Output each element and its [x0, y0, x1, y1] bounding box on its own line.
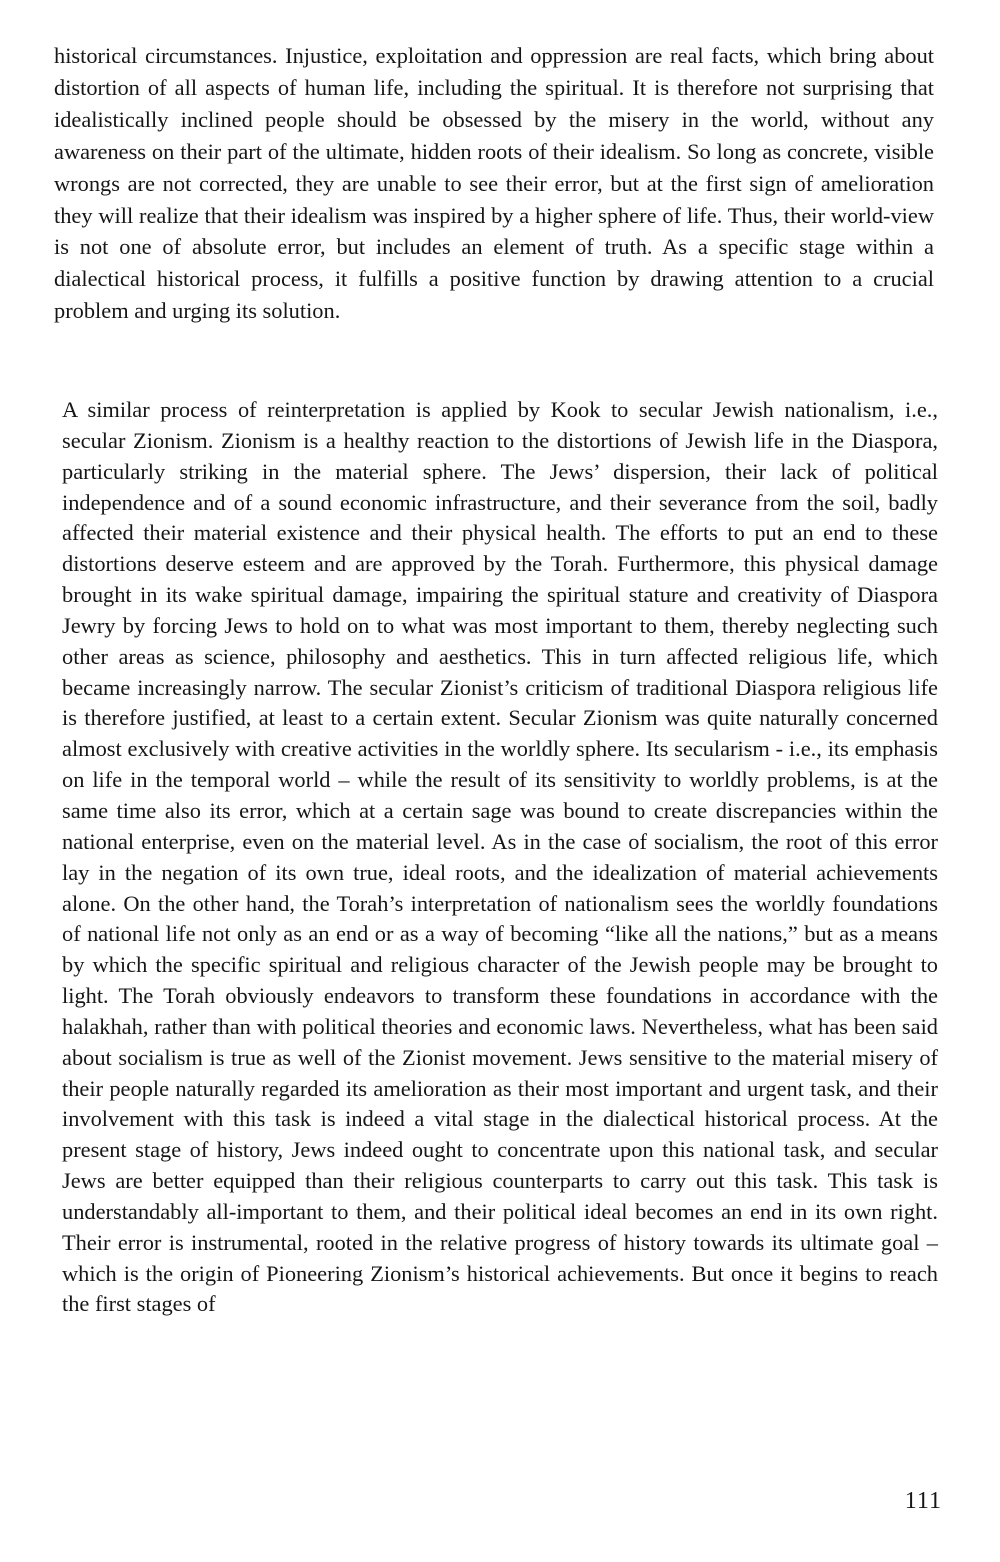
paragraph-1: historical circumstances. Injustice, exploitation and oppression are real facts, which bring about distortion of all aspects of human life, including the spiritual. It is therefore not surprising that idealistically inclined people should be obsessed by the misery in the world, without any awareness on their part of the ultimate, hidden roots of their idealism. So long as concrete, visible wrongs are not corrected, they are unable to see their error, but at the first sign of amelioration they will realize that their idealism was inspired by a higher sphere of life. Thus, their world-view is not one of absolute error, but includes an element of truth. As a specific stage within a dialectical historical process, it fulfills a positive function by drawing attention to a crucial problem and urging its solution.	[54, 43, 934, 324]
paragraph-2: A similar process of reinterpretation is applied by Kook to secular Jewish nationalism, i.e., secular Zionism. Zionism is a healthy reaction to the distortions of Jewish life in the Diaspora, particularly striking in the material sphere. The Jews’ dispersion, their lack of political independence and of a sound economic infrastructure, and their severance from the soil, badly affected their material existence and their physical health. The efforts to put an end to these distortions deserve esteem and are approved by the Torah. Furthermore, this physical damage brought in its wake spiritual damage, impairing the spiritual stature and creativity of Diaspora Jewry by forcing Jews to hold on to what was most important to them, thereby neglecting such other areas as science, philosophy and aesthetics. This in turn affected religious life, which became increasingly narrow. The secular Zionist’s criticism of traditional Diaspora religious life is therefore justified, at least to a certain extent. Secular Zionism was quite naturally concerned almost exclusively with creative activities in the worldly sphere. Its secularism - i.e., its emphasis on life in the temporal world – while the result of its sensitivity to worldly problems, is at the same time also its error, which at a certain sage was bound to create discrepancies within the national enterprise, even on the material level. As in the case of socialism, the root of this error lay in the negation of its own true, ideal roots, and the idealization of material achievements alone. On the other hand, the Torah’s interpretation of nationalism sees the worldly foundations of national life not only as an end or as a way of becoming “like all the nations,” but as a means by which the specific spiritual and religious character of the Jewish people may be brought to light. The Torah obviously endeavors to transform these foundations in accordance with the halakhah, rather than with political theories and economic laws. Nevertheless, what has been said about socialism is true as well of the Zionist movement. Jews sensitive to the material misery of their people naturally regarded its amelioration as their most important and urgent task, and their involvement with this task is indeed a vital stage in the dialectical historical process. At the present stage of history, Jews indeed ought to concentrate upon this national task, and secular Jews are better equipped than their religious counterparts to carry out this task. This task is understandably all-important to them, and their political ideal becomes an end in its own right. Their error is instrumental, rooted in the relative progress of history towards its ultimate goal – which is the origin of Pioneering Zionism’s historical achievements. But once it begins to reach the first stages of	[62, 397, 938, 1317]
page-number: 111	[904, 1488, 942, 1514]
